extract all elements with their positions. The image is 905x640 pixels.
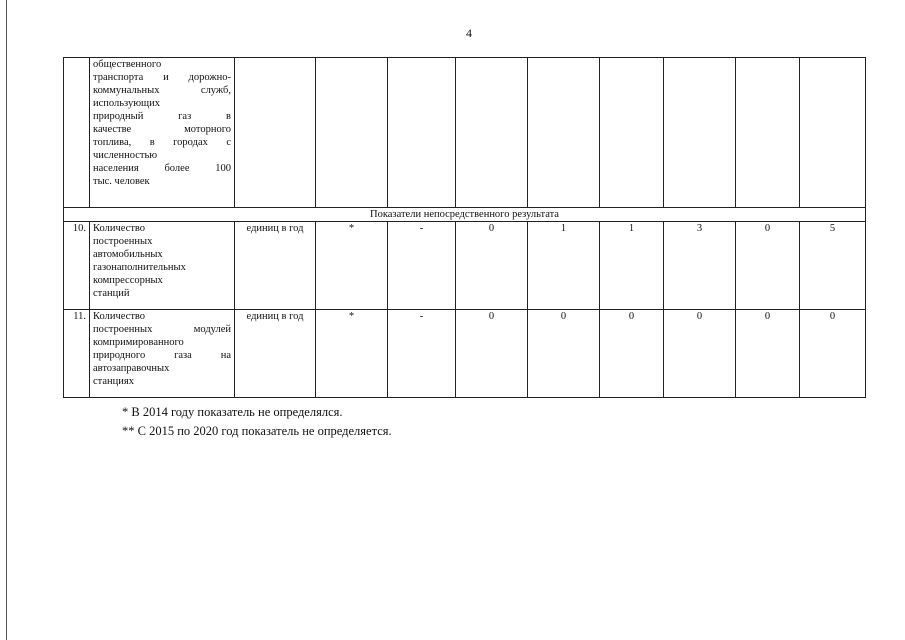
row-number-cell xyxy=(64,58,90,208)
table-row xyxy=(64,310,866,398)
value-cell xyxy=(800,58,866,208)
indicator-name-cell: общественного транспорта и дорожно- коммунальных служб, использующих природный газ в качестве моторного топлива, в городах с численностью населения более 100 тыс. человек xyxy=(90,58,235,208)
table-row-continued xyxy=(64,58,866,208)
page-left-rule xyxy=(6,0,7,640)
value-cell: * xyxy=(316,222,388,310)
section-title: Показатели непосредственного результата xyxy=(64,208,866,222)
footnote: * В 2014 году показатель не определялся. xyxy=(122,405,343,419)
value-cell: 0 xyxy=(736,310,800,398)
value-cell xyxy=(456,58,528,208)
value-cell: 5 xyxy=(800,222,866,310)
value-cell: - xyxy=(388,310,456,398)
value-cell xyxy=(664,58,736,208)
indicators-table xyxy=(63,57,866,398)
value-cell: 0 xyxy=(456,310,528,398)
value-cell: - xyxy=(388,222,456,310)
value-cell: 0 xyxy=(600,310,664,398)
value-cell: 3 xyxy=(664,222,736,310)
value-cell: * xyxy=(316,310,388,398)
value-cell: 0 xyxy=(736,222,800,310)
value-cell xyxy=(388,58,456,208)
value-cell xyxy=(528,58,600,208)
value-cell: 0 xyxy=(456,222,528,310)
value-cell xyxy=(736,58,800,208)
value-cell: 0 xyxy=(528,310,600,398)
value-cell xyxy=(600,58,664,208)
indicator-name-cell: Количество построенных автомобильных газонаполнительных компрессорных станций xyxy=(90,222,235,310)
value-cell: 1 xyxy=(600,222,664,310)
indicator-name-cell: Количество построенных модулей компримированного природного газа на автозаправочных станциях xyxy=(90,310,235,398)
unit-cell: единиц в год xyxy=(235,310,316,398)
value-cell: 1 xyxy=(528,222,600,310)
table-row xyxy=(64,222,866,310)
unit-cell xyxy=(235,58,316,208)
row-number: 11. xyxy=(64,310,90,398)
value-cell xyxy=(316,58,388,208)
value-cell: 0 xyxy=(664,310,736,398)
footnote: ** С 2015 по 2020 год показатель не определяется. xyxy=(122,424,392,438)
unit-cell: единиц в год xyxy=(235,222,316,310)
footnotes xyxy=(122,403,392,441)
section-header-row xyxy=(64,208,866,222)
row-number: 10. xyxy=(64,222,90,310)
value-cell: 0 xyxy=(800,310,866,398)
page-number: 4 xyxy=(466,26,472,40)
